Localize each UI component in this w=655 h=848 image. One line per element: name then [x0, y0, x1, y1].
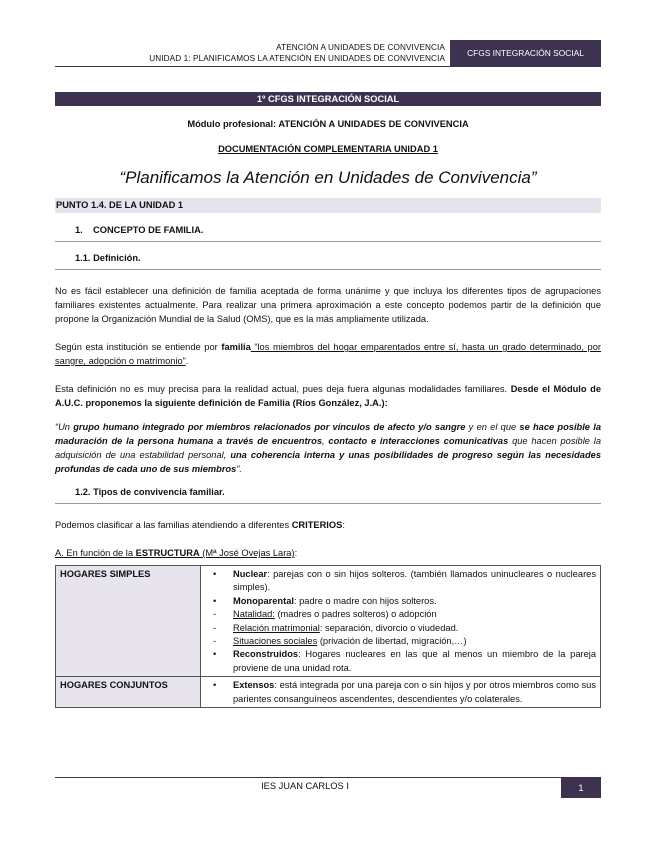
quote-part: “Un	[55, 422, 74, 432]
section-1-2-heading: 1.2. Tipos de convivencia familiar.	[55, 485, 601, 504]
bullet-icon: •	[213, 569, 217, 579]
p2-quote: “los miembros del hogar emparentados entre sí, hasta un grado determinado, por sangre, adopción o matrimonio”	[55, 342, 601, 366]
item-term: Natalidad:	[233, 609, 275, 620]
course-band: 1º CFGS INTEGRACIÓN SOCIAL	[55, 92, 601, 106]
row-items-joint	[201, 677, 601, 708]
document-body	[55, 92, 601, 708]
quote-bold: una coherencia interna y unas posibilidades de progreso según las necesidades profundas de cada uno de sus miembros	[55, 450, 601, 474]
module-name: ATENCIÓN A UNIDADES DE CONVIVENCIA	[278, 119, 469, 129]
quote-part: que hacen posible la adquisición de una estabilidad personal,	[55, 436, 601, 460]
bullet-icon: •	[213, 595, 217, 606]
bullet-icon: •	[213, 649, 217, 660]
paragraph-oms-definition	[55, 340, 601, 368]
section-1-number: 1.	[75, 225, 83, 235]
list-item	[205, 568, 596, 595]
quote-bold: se hace posible la maduración de la persona humana a través de encuentros	[55, 422, 601, 446]
table-row	[56, 566, 601, 677]
crit-a-colon: :	[294, 548, 298, 558]
item-text: : parejas con o sin hijos solteros. (también llamados uninucleares o nucleares simples).	[233, 569, 596, 593]
item-text: (madres o padres solteros) o adopción	[274, 609, 437, 620]
section-1-title: CONCEPTO DE FAMILIA.	[93, 225, 204, 235]
criterion-a-heading	[55, 546, 601, 560]
item-term: Situaciones sociales	[233, 636, 318, 647]
list-item	[205, 635, 596, 648]
item-text: : separación, divorcio o viudedad.	[319, 622, 459, 633]
p2-text: Según esta institución se entiende por	[55, 342, 222, 352]
p3-bold: Desde el Módulo de A.U.C. proponemos la siguiente definición de Familia (Ríos González, J.A.):	[55, 384, 601, 408]
main-title: “Planificamos la Atención en Unidades de Convivencia”	[119, 168, 537, 187]
item-term: Reconstruidos	[233, 649, 299, 660]
header-module: ATENCIÓN A UNIDADES DE CONVIVENCIA	[276, 43, 445, 52]
item-term: Monoparental	[233, 595, 294, 606]
p2-term: familia	[221, 342, 251, 352]
quote-part: ”.	[236, 464, 243, 474]
dash-icon: -	[213, 622, 217, 633]
page-footer	[55, 778, 601, 798]
p4-colon: :	[342, 520, 345, 530]
item-text: : está integrada por una pareja con o sin hijos y por otros miembros como sus parientes consanguíneos ascendentes, descendientes y/o colaterales.	[233, 680, 596, 704]
dash-icon: -	[213, 636, 217, 647]
header-course-box: CFGS INTEGRACIÓN SOCIAL	[450, 40, 601, 66]
item-term: Nuclear	[233, 569, 268, 579]
quote-part: y en el que	[465, 422, 520, 432]
doc-title: DOCUMENTACIÓN COMPLEMENTARIA UNIDAD 1	[218, 144, 438, 154]
list-item	[205, 622, 596, 635]
list-item	[205, 608, 596, 621]
list-item	[205, 595, 596, 608]
footer-school: IES JUAN CARLOS I	[261, 781, 349, 791]
row-items-simple	[201, 566, 601, 677]
paragraph-definition-intro: No es fácil establecer una definición de familia aceptada de forma unánime y que incluya los diferentes tipos de agrupaciones familiares existentes actualmente. Para realizar una primera aproximación a este concepto podemos partir de la definición que propone la Organización Mundial de la Salud (OMS), que es la más ampliamente utilizada.	[55, 286, 601, 324]
p4-criteria: CRITERIOS	[291, 520, 343, 530]
quote-bold: grupo humano integrado por miembros relacionados por vínculos de afecto y/o sangre	[73, 422, 466, 432]
item-term: Relación matrimonial	[233, 622, 320, 633]
family-definition-quote	[55, 420, 601, 476]
paragraph-auc-definition	[55, 382, 601, 410]
p4-text: Podemos clasificar a las familias atendiendo a diferentes	[55, 520, 292, 530]
p3-text: Esta definición no es muy precisa para la realidad actual, pues deja fuera algunas modalidades familiares.	[55, 384, 511, 394]
quote-bold: contacto e interacciones comunicativas	[328, 436, 509, 446]
crit-a-author: (Mª José Ovejas Lara)	[199, 548, 295, 558]
row-label-joint: HOGARES CONJUNTOS	[56, 677, 201, 708]
crit-a-structure: ESTRUCTURA	[135, 548, 200, 558]
header-unit: UNIDAD 1: PLANIFICAMOS LA ATENCIÓN EN UNIDADES DE CONVIVENCIA	[149, 54, 445, 63]
row-label-simple: HOGARES SIMPLES	[56, 566, 201, 677]
crit-a-text: A. En función de la	[55, 548, 136, 558]
item-text: (privación de libertad, migración,…)	[317, 636, 467, 647]
section-1-heading	[55, 223, 601, 242]
quote-part: ,	[322, 436, 329, 446]
bullet-icon: •	[213, 680, 217, 691]
punto-heading: PUNTO 1.4. DE LA UNIDAD 1	[55, 198, 601, 213]
list-item	[205, 679, 596, 706]
table-row	[56, 677, 601, 708]
page-number: 1	[561, 778, 601, 798]
module-line	[55, 117, 601, 131]
p2-period: .	[185, 356, 189, 366]
section-1-1-heading: 1.1. Definición.	[55, 251, 601, 270]
item-text: : Hogares nucleares en las que al menos un miembro de la pareja proviene de una unidad rota.	[233, 649, 596, 673]
household-structure-table	[55, 565, 601, 708]
dash-icon: -	[213, 609, 217, 620]
list-item	[205, 648, 596, 675]
item-text: : padre o madre con hijos solteros.	[293, 595, 437, 606]
paragraph-criteria	[55, 518, 601, 532]
module-label: Módulo profesional:	[187, 119, 279, 129]
header-divider	[55, 66, 601, 67]
item-term: Extensos	[233, 680, 275, 691]
running-header	[149, 42, 445, 64]
